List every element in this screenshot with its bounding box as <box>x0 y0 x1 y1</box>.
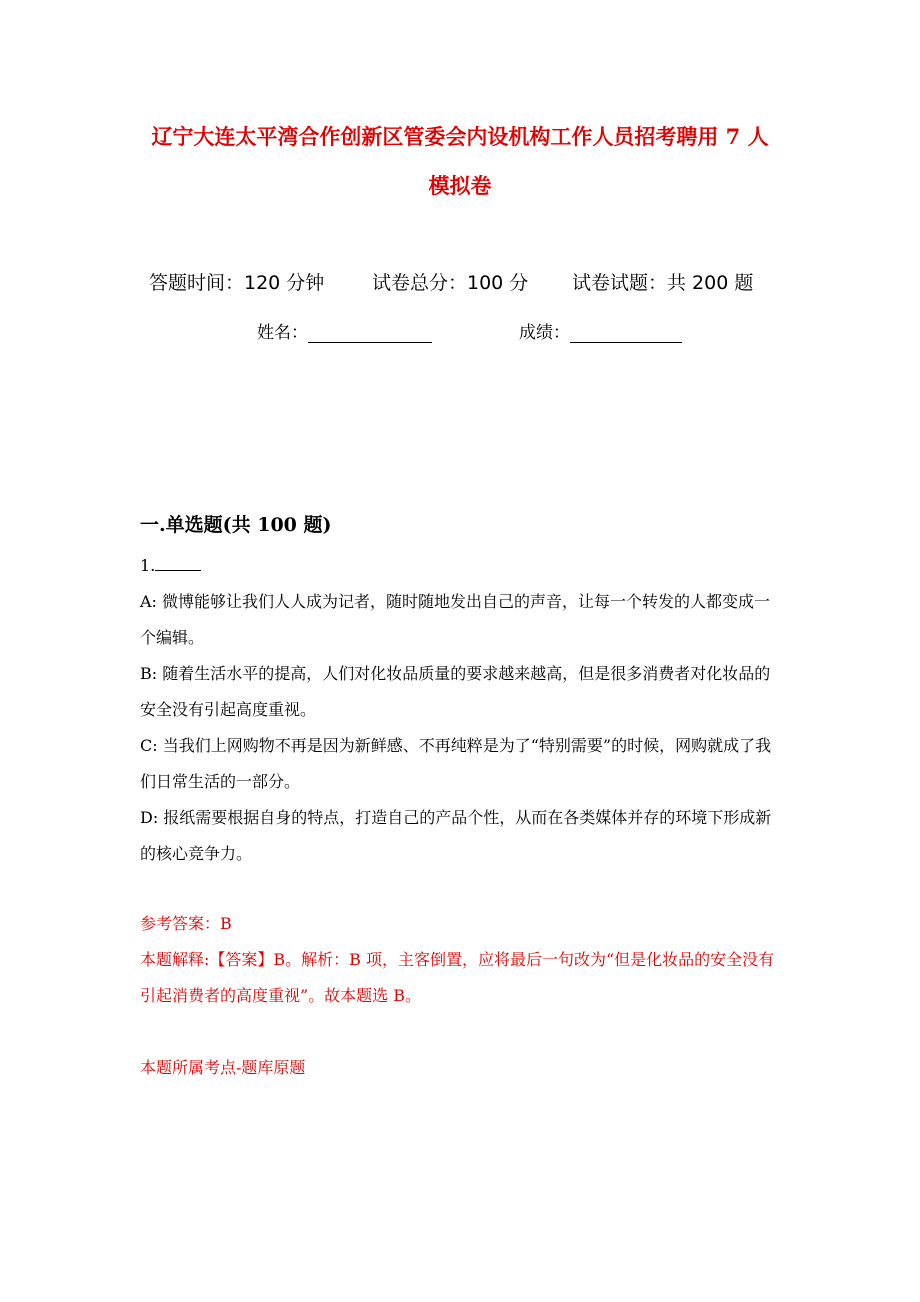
score-blank-line <box>570 324 682 343</box>
reference-answer: 参考答案：B <box>140 914 232 933</box>
option-c: C: 当我们上网购物不再是因为新鲜感、不再纯粹是为了“特别需要”的时候，网购就成了我们日常生活的一部分。 <box>140 736 772 791</box>
option-d: D: 报纸需要根据自身的特点，打造自己的产品个性，从而在各类媒体并存的环境下形成新的核心竞争力。 <box>140 808 772 863</box>
exam-question-count: 试卷试题：共 200 题 <box>572 272 754 294</box>
score-label: 成绩： <box>519 323 570 343</box>
name-field <box>257 318 432 343</box>
name-label: 姓名： <box>257 323 308 343</box>
exam-total-score: 试卷总分：100 分 <box>372 272 529 294</box>
document-title-line-2: 模拟卷 <box>428 173 492 198</box>
question-number <box>140 548 780 584</box>
section-title: 一.单选题(共 100 题) <box>140 514 332 536</box>
answer-explanation: 本题解释:【答案】B。解析：B 项，主客倒置，应将最后一句改为“但是化妆品的安全没有引起消费者的高度重视”。故本题选 B。 <box>140 950 775 1005</box>
exam-time: 答题时间：120 分钟 <box>149 272 325 294</box>
score-field <box>519 318 682 343</box>
question-blank-line <box>155 554 201 571</box>
option-a: A: 微博能够让我们人人成为记者，随时随地发出自己的声音，让每一个转发的人都变成一个编辑。 <box>140 592 771 647</box>
question-number-label: 1. <box>140 556 156 575</box>
document-title-line-1: 辽宁大连太平湾合作创新区管委会内设机构工作人员招考聘用 7 人 <box>151 124 769 149</box>
option-b: B: 随着生活水平的提高，人们对化妆品质量的要求越来越高，但是很多消费者对化妆品的安全没有引起高度重视。 <box>140 664 771 719</box>
name-blank-line <box>308 324 432 343</box>
question-topic: 本题所属考点-题库原题 <box>140 1058 306 1077</box>
